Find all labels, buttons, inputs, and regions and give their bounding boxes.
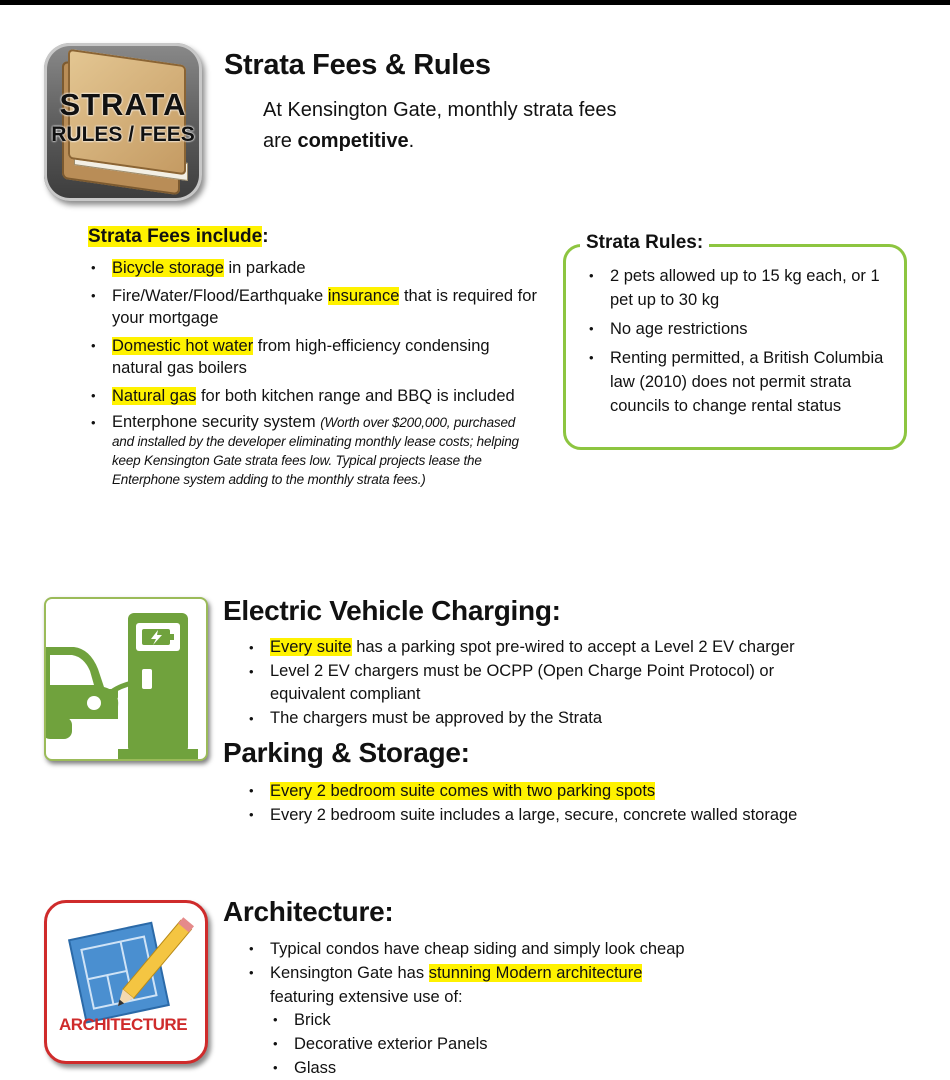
list-item: • Renting permitted, a British Columbia law (2010) does not permit strata councils to change rental status [586,346,896,418]
fees-list [88,257,540,489]
materials-list [270,1008,670,1080]
ev-list [246,636,866,730]
architecture-icon [44,900,208,1064]
strata-rules-title: Strata Rules: [580,232,709,254]
list-item: • Level 2 EV chargers must be OCPP (Open Charge Point Protocol) or equivalent compliant [246,660,810,706]
enterphone-note: (Worth over $200,000, purchased and installed by the developer eliminating monthly lease costs; helping keep Kensington Gate strata fees low. Typical projects lease the Enterphone system adding to the monthly strata fees.) [112,415,519,487]
parking-heading: Parking & Storage: [223,737,470,768]
strata-rules-book-icon [44,43,202,201]
list-item: • 2 pets allowed up to 15 kg each, or 1 pet up to 30 kg [586,264,896,312]
list-item: • The chargers must be approved by the Strata [246,707,866,730]
architecture-heading: Architecture: [223,896,394,927]
blueprint-pencil-icon [47,903,205,1061]
rules-list [586,264,896,418]
list-item: • Every 2 bedroom suite includes a large, secure, concrete walled storage [246,803,886,827]
ev-heading: Electric Vehicle Charging: [223,595,561,626]
competitive-emphasis: competitive [297,130,409,152]
car-charger-icon [46,599,206,759]
list-item: • Typical condos have cheap siding and simply look cheap [246,937,886,961]
strata-intro [263,95,617,157]
parking-list [246,779,886,827]
architecture-icon-label: ARCHITECTURE [58,1015,188,1034]
fees-title: Strata Fees include: [88,226,269,247]
list-item: • Glass [270,1056,670,1080]
strata-icon-label: STRATA [59,87,187,122]
architecture-list [246,937,886,1009]
strata-icon-sublabel: RULES / FEES [51,123,195,146]
list-item: • Decorative exterior Panels [270,1032,670,1056]
list-item: • Every 2 bedroom suite comes with two parking spots [246,779,886,803]
list-item: • Fire/Water/Flood/Earthquake insurance that is required for your mortgage [88,285,540,329]
list-item: • Brick [270,1008,670,1032]
list-item: • No age restrictions [586,317,896,341]
list-item: • Enterphone security system (Worth over $200,000, purchased and installed by the developer eliminating monthly lease costs; helping keep Kensington Gate strata fees low. Typical projects lease the Enterphone system adding to the monthly strata fees.) [88,413,540,489]
list-item: • Domestic hot water from high-efficiency condensing natural gas boilers [88,335,540,379]
list-item: • Bicycle storage in parkade [88,257,540,279]
list-item: • Natural gas for both kitchen range and BBQ is included [88,385,540,407]
strata-intro-line1: At Kensington Gate, monthly strata fees [263,99,617,121]
ev-charging-icon [44,597,208,761]
list-item: • Kensington Gate has stunning Modern architecture featuring extensive use of: [246,961,886,1009]
top-border [0,0,950,5]
strata-intro-line2: are competitive. [263,130,415,152]
list-item: • Every suite has a parking spot pre-wired to accept a Level 2 EV charger [246,636,866,659]
strata-heading: Strata Fees & Rules [224,49,491,81]
